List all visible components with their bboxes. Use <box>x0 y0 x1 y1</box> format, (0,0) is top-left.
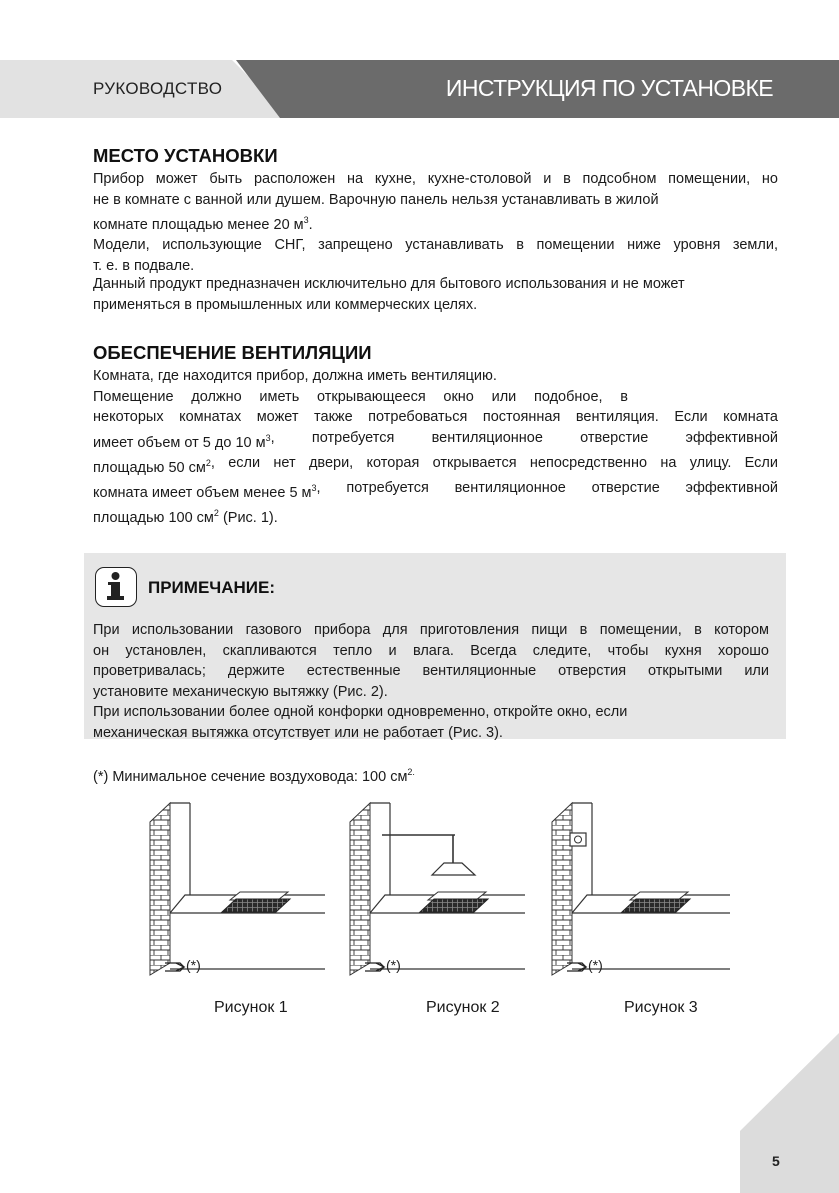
text-fragment <box>93 453 211 478</box>
superscript: 3 <box>311 483 317 494</box>
figure-3 <box>552 803 730 975</box>
text-line: Данный продукт предназначен исключительно для бытового использования и не может <box>93 276 685 292</box>
text-line <box>93 503 778 528</box>
section-title-ventilation: ОБЕСПЕЧЕНИЕ ВЕНТИЛЯЦИИ <box>93 342 372 363</box>
figure-2-caption: Рисунок 2 <box>426 999 500 1016</box>
page-number: 5 <box>772 1153 780 1169</box>
window-vent-icon <box>570 833 586 846</box>
text-fragment: . <box>308 216 313 233</box>
footnote <box>93 762 778 787</box>
note-title: ПРИМЕЧАНИЕ: <box>148 578 275 597</box>
superscript: 2. <box>407 767 415 777</box>
text-fragment: комнате площадью менее 20 м <box>93 216 304 233</box>
text-fragment: , потребуется вентиляционное отверстие эффективной <box>316 480 778 497</box>
installation-paragraph-2 <box>93 274 778 315</box>
text-line <box>93 428 778 453</box>
text-fragment <box>93 478 317 503</box>
text-line: При использовании газового прибора для приготовления пищи в помещении, в котором <box>93 622 769 638</box>
text-line: Прибор может быть расположен на кухне, кухне-столовой и в подсобном помещении, но <box>93 171 778 187</box>
text-line: т. е. в подвале. <box>93 257 195 274</box>
vent-marker: (*) <box>588 957 603 973</box>
text-line: Помещение должно иметь открывающееся окно или подобное, в <box>93 388 628 405</box>
text-line: применяться в промышленных или коммерческих целях. <box>93 296 478 313</box>
text-line <box>93 210 778 235</box>
info-icon-glyph <box>96 568 135 605</box>
text-fragment: (Рис. 1). <box>218 510 278 527</box>
text-line: Комната, где находится прибор, должна иметь вентиляцию. <box>93 368 497 384</box>
header-section-title: ИНСТРУКЦИЯ ПО УСТАНОВКЕ <box>445 75 773 101</box>
note-text <box>93 620 769 743</box>
installation-paragraph-1 <box>93 169 778 276</box>
text-line: не в комнате с ванной или душем. Варочную панель нельзя устанавливать в жилой <box>93 191 659 208</box>
info-icon <box>95 567 137 607</box>
figure-1 <box>150 803 325 975</box>
brick-wall <box>552 803 572 975</box>
vent-marker: (*) <box>386 957 401 973</box>
text-line: установите механическую вытяжку (Рис. 2). <box>93 683 388 700</box>
section-title-installation-place: МЕСТО УСТАНОВКИ <box>93 145 278 166</box>
header-manual-label: РУКОВОДСТВО <box>93 79 223 98</box>
text-line: некоторых комнатах может также потребоваться постоянная вентиляция. Если комната <box>93 409 778 425</box>
text-fragment: , потребуется вентиляционное отверстие эффективной <box>270 429 778 446</box>
installation-figures <box>140 795 790 995</box>
text-line: механическая вытяжка отсутствует или не работает (Рис. 3). <box>93 724 503 741</box>
text-line: проветривалась; держите естественные вентиляционные отверстия открытыми или <box>93 663 769 679</box>
vent-marker: (*) <box>186 957 201 973</box>
brick-wall <box>150 803 170 975</box>
text-fragment: комната имеет объем менее 5 м <box>93 484 312 501</box>
figure-1-caption: Рисунок 1 <box>214 999 288 1016</box>
gas-hob <box>622 899 690 912</box>
ventilation-paragraph <box>93 366 778 529</box>
superscript: 2 <box>205 457 211 468</box>
brick-wall <box>350 803 370 975</box>
extractor-hood <box>432 863 475 875</box>
figure-2 <box>350 803 525 975</box>
text-fragment: площадью 100 см <box>93 510 214 527</box>
superscript: 3 <box>265 432 271 443</box>
text-line: При использовании более одной конфорки одновременно, откройте окно, если <box>93 704 628 720</box>
text-fragment: , если нет двери, которая открывается непосредственно на улицу. Если <box>210 454 778 471</box>
figure-3-caption: Рисунок 3 <box>624 999 698 1016</box>
text-line: он установлен, скапливаются тепло и влага. Всегда следите, чтобы кухня хорошо <box>93 642 769 659</box>
text-line <box>93 478 778 503</box>
gas-hob <box>420 899 488 912</box>
text-fragment: имеет объем от 5 до 10 м <box>93 434 266 451</box>
superscript: 3 <box>303 215 309 225</box>
footnote-text: (*) Минимальное сечение воздуховода: 100 см <box>93 768 408 785</box>
superscript: 2 <box>213 508 219 519</box>
gas-hob <box>222 899 290 912</box>
text-fragment: площадью 50 см <box>93 459 206 476</box>
text-line <box>93 453 778 478</box>
text-line: Модели, использующие СНГ, запрещено устанавливать в помещении ниже уровня земли, <box>93 237 778 254</box>
text-fragment <box>93 428 271 453</box>
page-corner <box>740 1033 839 1193</box>
